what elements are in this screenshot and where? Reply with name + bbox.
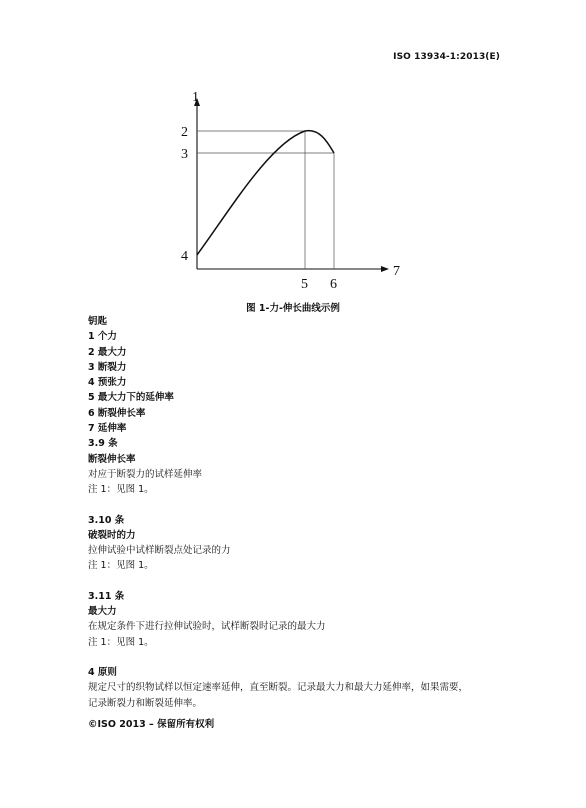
section-note: 注 1：见图 1。 (88, 484, 154, 496)
section-definition: 在规定条件下进行拉伸试验时，试样断裂时记录的最大力 (88, 621, 326, 633)
figure-caption: 图 1-力-伸长曲线示例 (246, 303, 340, 314)
force-elongation-curve (197, 131, 334, 255)
key-item: 5 最大力下的延伸率 (88, 392, 174, 404)
section-definition: 对应于断裂力的试样延伸率 (88, 468, 203, 480)
x-label-6: 6 (330, 277, 337, 290)
section-note: 注 1：见图 1。 (88, 636, 154, 648)
section-term: 断裂伸长率 (88, 453, 136, 465)
key-item: 7 延伸率 (88, 423, 127, 435)
section-term: 破裂时的力 (88, 529, 136, 541)
x-label-7: 7 (393, 264, 400, 279)
force-elongation-figure (170, 85, 420, 290)
y-label-2: 2 (181, 125, 188, 140)
y-label-1: 1 (192, 90, 199, 105)
y-label-4: 4 (181, 249, 188, 264)
key-item: 2 最大力 (88, 346, 127, 358)
document-body (88, 314, 508, 711)
section-number: 3.9 条 (88, 438, 118, 450)
section-number: 3.10 条 (88, 514, 125, 526)
section-term: 最大力 (88, 606, 117, 618)
principle-text: 记录断裂力和断裂延伸率。 (88, 697, 203, 709)
principle-text: 规定尺寸的织物试样以恒定速率延伸，直至断裂。记录最大力和最大力延伸率，如果需要， (88, 682, 469, 694)
section-note: 注 1：见图 1。 (88, 560, 154, 572)
section-definition: 拉伸试验中试样断裂点处记录的力 (88, 545, 231, 557)
x-label-5: 5 (301, 277, 308, 290)
key-title: 钥匙 (88, 316, 108, 327)
key-item: 4 预张力 (88, 377, 127, 389)
principle-title: 4 原则 (88, 666, 117, 678)
y-label-3: 3 (181, 147, 188, 162)
section-number: 3.11 条 (88, 590, 125, 602)
key-item: 6 断裂伸长率 (88, 407, 146, 419)
key-item: 3 断裂力 (88, 361, 127, 373)
standard-number: ISO 13934-1:2013(E) (393, 52, 500, 62)
key-item: 1 个力 (88, 331, 117, 343)
copyright-notice: ©ISO 2013 – 保留所有权利 (88, 719, 215, 730)
